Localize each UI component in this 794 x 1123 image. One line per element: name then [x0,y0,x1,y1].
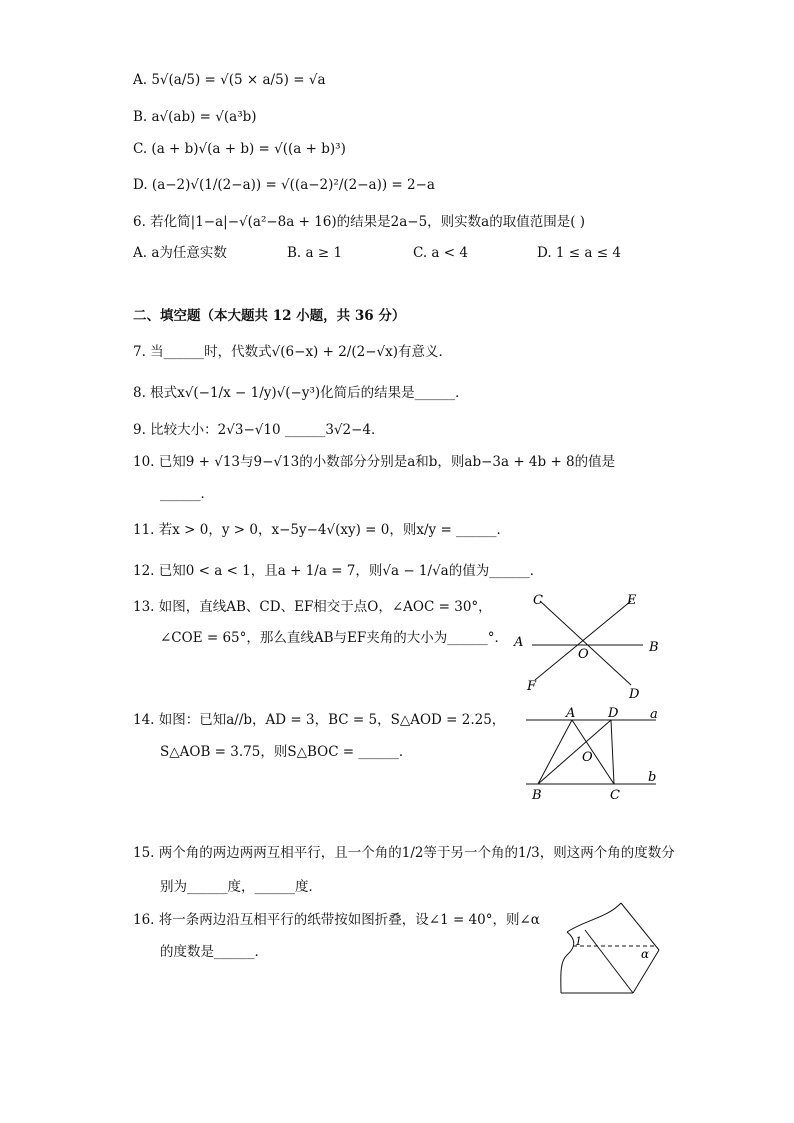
question-14: 14. 如图：已知a//b，AD = 3，BC = 5，S△AOD = 2.25， [133,712,506,728]
fig14-label-d: D [608,706,619,721]
q5-option-d: D. (a−2)√(1/(2−a)) = √((a−2)²/(2−a)) = 2−a [133,177,435,193]
fig13-label-f: F [527,679,537,694]
question-16-cont: 的度数是______． [160,944,268,960]
q6-option-b: B. a ≥ 1 [287,245,343,261]
fig16-label-alpha: α [641,947,650,961]
q5-option-a: A. 5√(a/5) = √(5 × a/5) = √a [133,72,326,88]
fig13-label-a: A [514,635,524,650]
fig14-label-line-b: b [648,770,657,785]
fig13-label-d: D [629,687,640,702]
fig14-label-a: A [566,706,576,721]
figure-q16 [555,900,670,1000]
question-13: 13. 如图，直线AB、CD、EF相交于点O，∠AOC = 30°， [133,599,492,615]
question-10: 10. 已知9 + √13与9−√13的小数部分分别是a和b，则ab−3a + 4b + 8的值是 [133,454,616,470]
fig14-label-b: B [532,788,542,803]
question-9: 9. 比较大小：2√3−√10 ______3√2−4． [133,422,385,438]
fig13-label-b: B [649,640,659,655]
fig14-label-o: O [582,750,593,765]
q6-option-d: D. 1 ≤ a ≤ 4 [537,245,621,261]
question-11: 11. 若x > 0，y > 0，x−5y−4√(xy) = 0，则x/y = ______． [133,522,511,538]
fig13-label-c: C [533,593,543,608]
section-title: 二、填空题（本大题共 12 小题，共 36 分） [133,308,406,324]
question-8: 8. 根式x√(−1/x − 1/y)√(−y³)化简后的结果是______． [133,385,469,401]
q6-option-c: C. a < 4 [413,245,468,261]
question-10-blank: ______． [160,486,214,502]
q5-option-c: C. (a + b)√(a + b) = √((a + b)³) [133,141,346,157]
question-16: 16. 将一条两边沿互相平行的纸带按如图折叠，设∠1 = 40°，则∠α [133,912,540,928]
fig14-label-c: C [610,788,620,803]
question-15: 15. 两个角的两边两两互相平行，且一个角的1/2等于另一个角的1/3，则这两个角的度数分 [133,845,675,861]
question-14-cont: S△AOB = 3.75，则S△BOC = ______． [160,744,413,760]
figure-q13 [505,588,675,703]
q6-option-a: A. a为任意实数 [133,245,227,261]
question-15-cont: 别为______度，______度． [160,879,322,895]
figure-q14 [520,700,670,805]
q5-option-b: B. a√(ab) = √(a³b) [133,109,257,125]
fig14-label-line-a: a [650,707,658,722]
question-13-cont: ∠COE = 65°，那么直线AB与EF夹角的大小为______°． [160,630,509,646]
fig13-label-o: O [578,647,589,662]
fig13-label-e: E [627,593,637,608]
question-12: 12. 已知0 < a < 1，且a + 1/a = 7，则√a − 1/√a的值为______． [133,563,544,579]
question-6: 6. 若化简|1−a|−√(a²−8a + 16)的结果是2a−5，则实数a的取值范围是( ) [133,214,586,230]
question-7: 7. 当______时，代数式√(6−x) + 2/(2−√x)有意义． [133,344,453,360]
fig16-label-angle1: 1 [575,935,582,948]
